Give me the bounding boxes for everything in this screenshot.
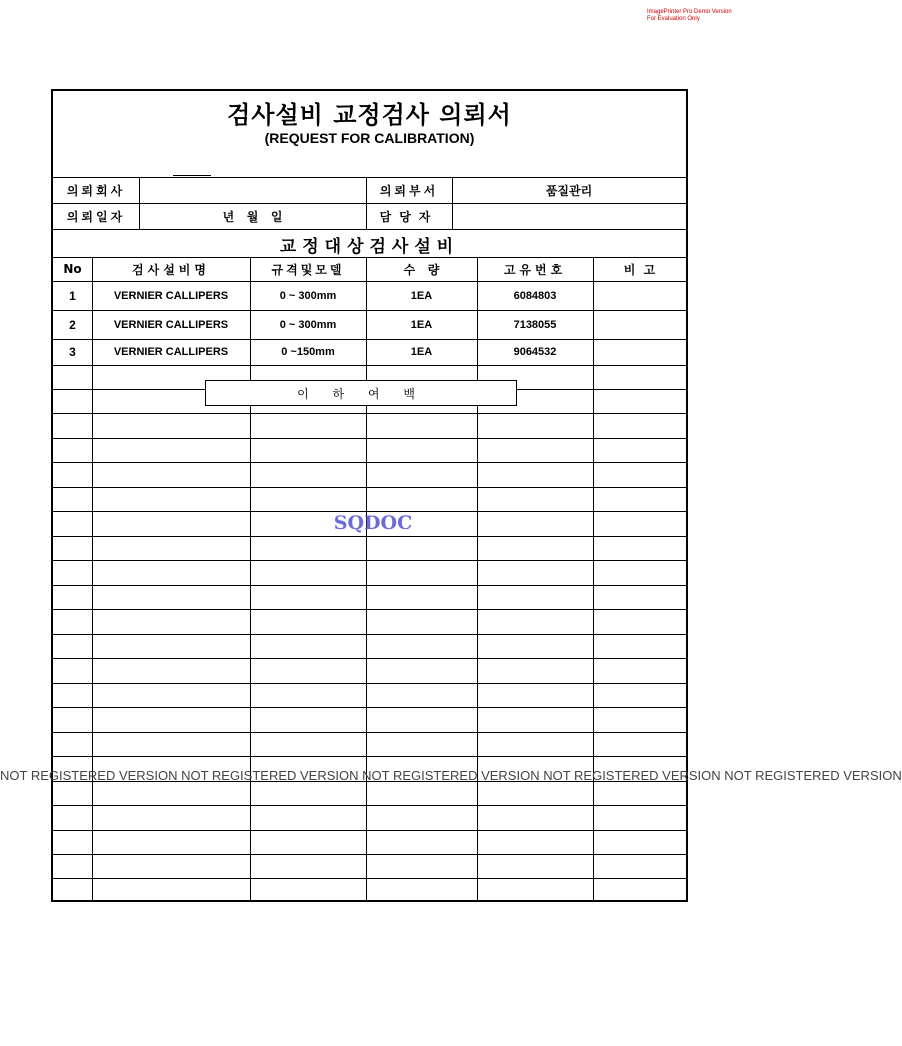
row1-spec: 0 ~ 300mm: [279, 290, 337, 302]
row1-no: 1: [69, 289, 76, 303]
table-row-divider: [53, 413, 686, 414]
table-column-divider: [593, 257, 594, 902]
row3-remarks: [593, 339, 686, 365]
table-row-divider: [53, 310, 686, 311]
manager-field[interactable]: [452, 203, 686, 229]
row2-no: 2: [69, 318, 76, 332]
table-row-divider: [53, 536, 686, 537]
row3-spec: 0 ~150mm: [281, 346, 335, 358]
row1-remarks: [593, 282, 686, 310]
demo-notice-line2: For Evaluation Only: [647, 16, 700, 22]
form-title-english: (REQUEST FOR CALIBRATION): [264, 130, 475, 146]
table-row-divider: [53, 756, 686, 757]
table-row-divider: [53, 634, 686, 635]
row1-qty: 1EA: [410, 290, 433, 302]
table-row-divider: [53, 585, 686, 586]
row2-spec: 0 ~ 300mm: [279, 319, 337, 331]
end-of-list-mark: 이 하 여 백: [205, 380, 517, 406]
table-row-divider: [53, 365, 686, 366]
row2-name: VERNIER CALLIPERS: [113, 319, 229, 331]
table-column-divider: [250, 257, 251, 902]
table-row-divider: [53, 487, 686, 488]
table-column-divider: [366, 257, 367, 902]
row1-serial: 6084803: [513, 290, 557, 302]
table-column-divider: [92, 257, 93, 902]
department-field[interactable]: 품질관리: [545, 183, 593, 198]
row3-serial: 9064532: [513, 346, 557, 358]
row3-name: VERNIER CALLIPERS: [113, 346, 229, 358]
row3-no: 3: [69, 345, 76, 359]
request-date-field[interactable]: 년 월 일: [222, 209, 283, 224]
table-row-divider: [53, 560, 686, 561]
table-row-divider: [53, 854, 686, 855]
table-row-divider: [53, 878, 686, 879]
row2-remarks: [593, 311, 686, 339]
divider: [53, 229, 686, 230]
table-row-divider: [53, 462, 686, 463]
row2-qty: 1EA: [410, 319, 433, 331]
row1-name: VERNIER CALLIPERS: [113, 290, 229, 302]
table-row-divider: [53, 683, 686, 684]
header-equipment-name: 검사설비명: [132, 262, 210, 277]
section-title: 교정대상검사설비: [279, 236, 460, 257]
header-serial-number: 고유번호: [503, 262, 567, 277]
row3-qty: 1EA: [410, 346, 433, 358]
manager-label: 담당자: [379, 209, 439, 224]
table-row-divider: [53, 830, 686, 831]
demo-notice: [647, 9, 732, 23]
request-date-label: 의뢰일자: [66, 209, 126, 224]
header-remarks: 비 고: [623, 262, 656, 277]
table-row-divider: [53, 732, 686, 733]
header-spec-model: 규격및모델: [271, 262, 345, 277]
row2-serial: 7138055: [513, 319, 557, 331]
demo-notice-line1: ImagePrinter Pro Demo Version: [647, 9, 732, 15]
header-no: No: [63, 262, 82, 276]
unregistered-watermark: NOT REGISTERED VERSION NOT REGISTERED VERSION NOT REGISTERED VERSION NOT REGISTERED VERSION NOT REGISTERED VERSION: [0, 768, 902, 783]
company-field[interactable]: [139, 177, 366, 203]
header-quantity: 수 량: [403, 262, 440, 277]
department-label: 의뢰부서: [379, 183, 439, 198]
form-title-korean: 검사설비 교정검사 의뢰서: [227, 101, 512, 129]
table-row-divider: [53, 658, 686, 659]
company-label: 의뢰회사: [66, 183, 126, 198]
table-row-divider: [53, 438, 686, 439]
sqdoc-logo: SQDOC: [333, 512, 413, 534]
table-row-divider: [53, 707, 686, 708]
table-column-divider: [477, 257, 478, 902]
table-row-divider: [53, 339, 686, 340]
table-row-divider: [53, 609, 686, 610]
title-underline: [173, 175, 211, 176]
table-row-divider: [53, 805, 686, 806]
